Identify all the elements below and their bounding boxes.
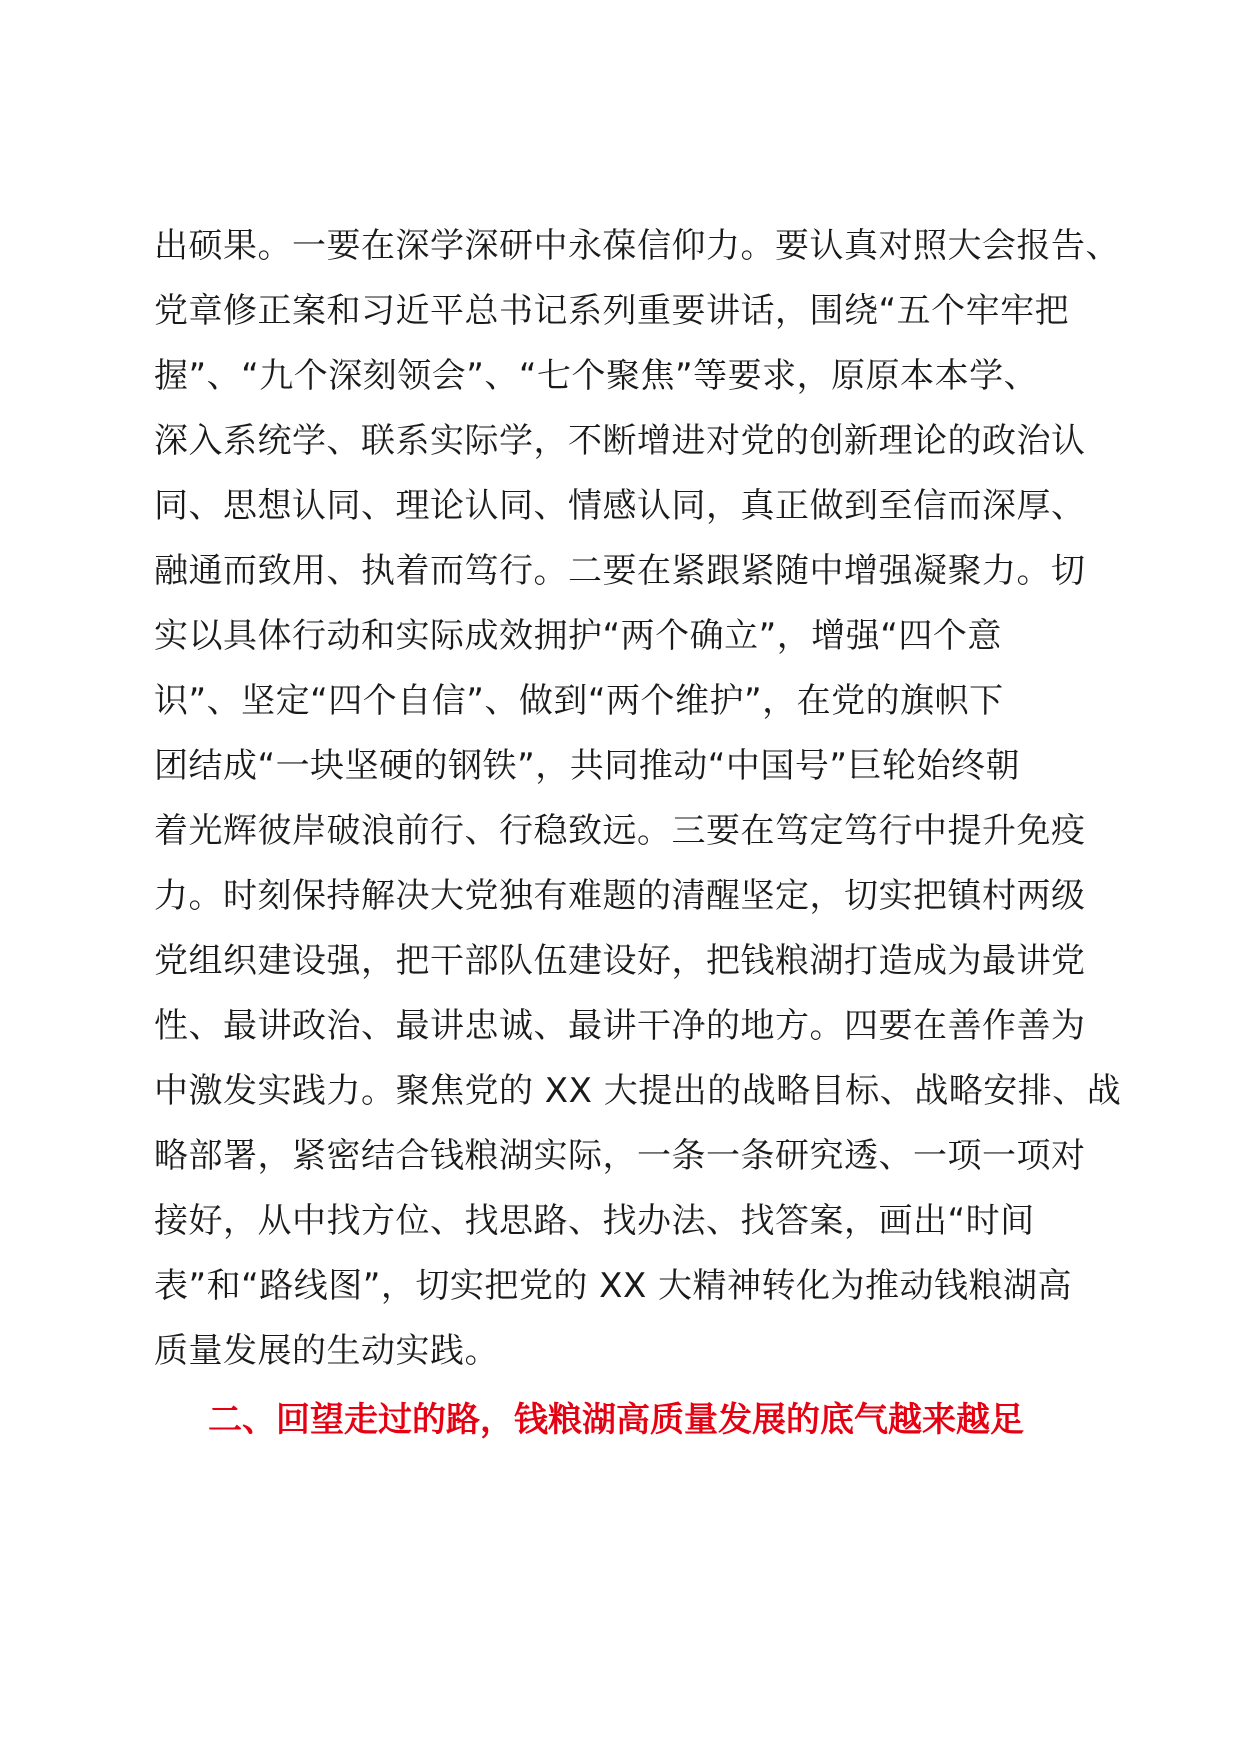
paragraph-line: 识”、坚定“四个自信”、做到“两个维护”，在党的旗帜下 (154, 681, 1004, 721)
paragraph-line: 质量发展的生动实践。 (154, 1331, 499, 1371)
paragraph-line: 略部署，紧密结合钱粮湖实际，一条一条研究透、一项一项对 (154, 1136, 1086, 1176)
paragraph-line: 党组织建设强，把干部队伍建设好，把钱粮湖打造成为最讲党 (154, 941, 1086, 981)
paragraph-line: 实以具体行动和实际成效拥护“两个确立”，增强“四个意 (154, 616, 1002, 656)
paragraph-line: 中激发实践力。聚焦党的 XX 大提出的战略目标、战略安排、战 (154, 1071, 1122, 1111)
paragraph-line: 融通而致用、执着而笃行。二要在紧跟紧随中增强凝聚力。切 (154, 551, 1086, 591)
paragraph-line: 深入系统学、联系实际学，不断增进对党的创新理论的政治认 (154, 421, 1086, 461)
paragraph-line: 接好，从中找方位、找思路、找办法、找答案，画出“时间 (154, 1201, 1035, 1241)
section-heading: 二、回望走过的路，钱粮湖高质量发展的底气越来越足 (208, 1400, 1024, 1440)
body-paragraph (154, 214, 1122, 1384)
paragraph-line: 团结成“一块坚硬的钢铁”，共同推动“中国号”巨轮始终朝 (154, 746, 1020, 786)
paragraph-line: 着光辉彼岸破浪前行、行稳致远。三要在笃定笃行中提升免疫 (154, 811, 1086, 851)
paragraph-line: 表”和“路线图”，切实把党的 XX 大精神转化为推动钱粮湖高 (154, 1266, 1073, 1306)
paragraph-line: 力。时刻保持解决大党独有难题的清醒坚定，切实把镇村两级 (154, 876, 1086, 916)
paragraph-line: 性、最讲政治、最讲忠诚、最讲干净的地方。四要在善作善为 (154, 1006, 1086, 1046)
paragraph-line: 同、思想认同、理论认同、情感认同，真正做到至信而深厚、 (154, 486, 1086, 526)
paragraph-line: 党章修正案和习近平总书记系列重要讲话，围绕“五个牢牢把 (154, 291, 1070, 331)
paragraph-line: 握”、“九个深刻领会”、“七个聚焦”等要求，原原本本学、 (154, 356, 1039, 396)
paragraph-line: 出硕果。一要在深学深研中永葆信仰力。要认真对照大会报告、 (154, 226, 1120, 266)
